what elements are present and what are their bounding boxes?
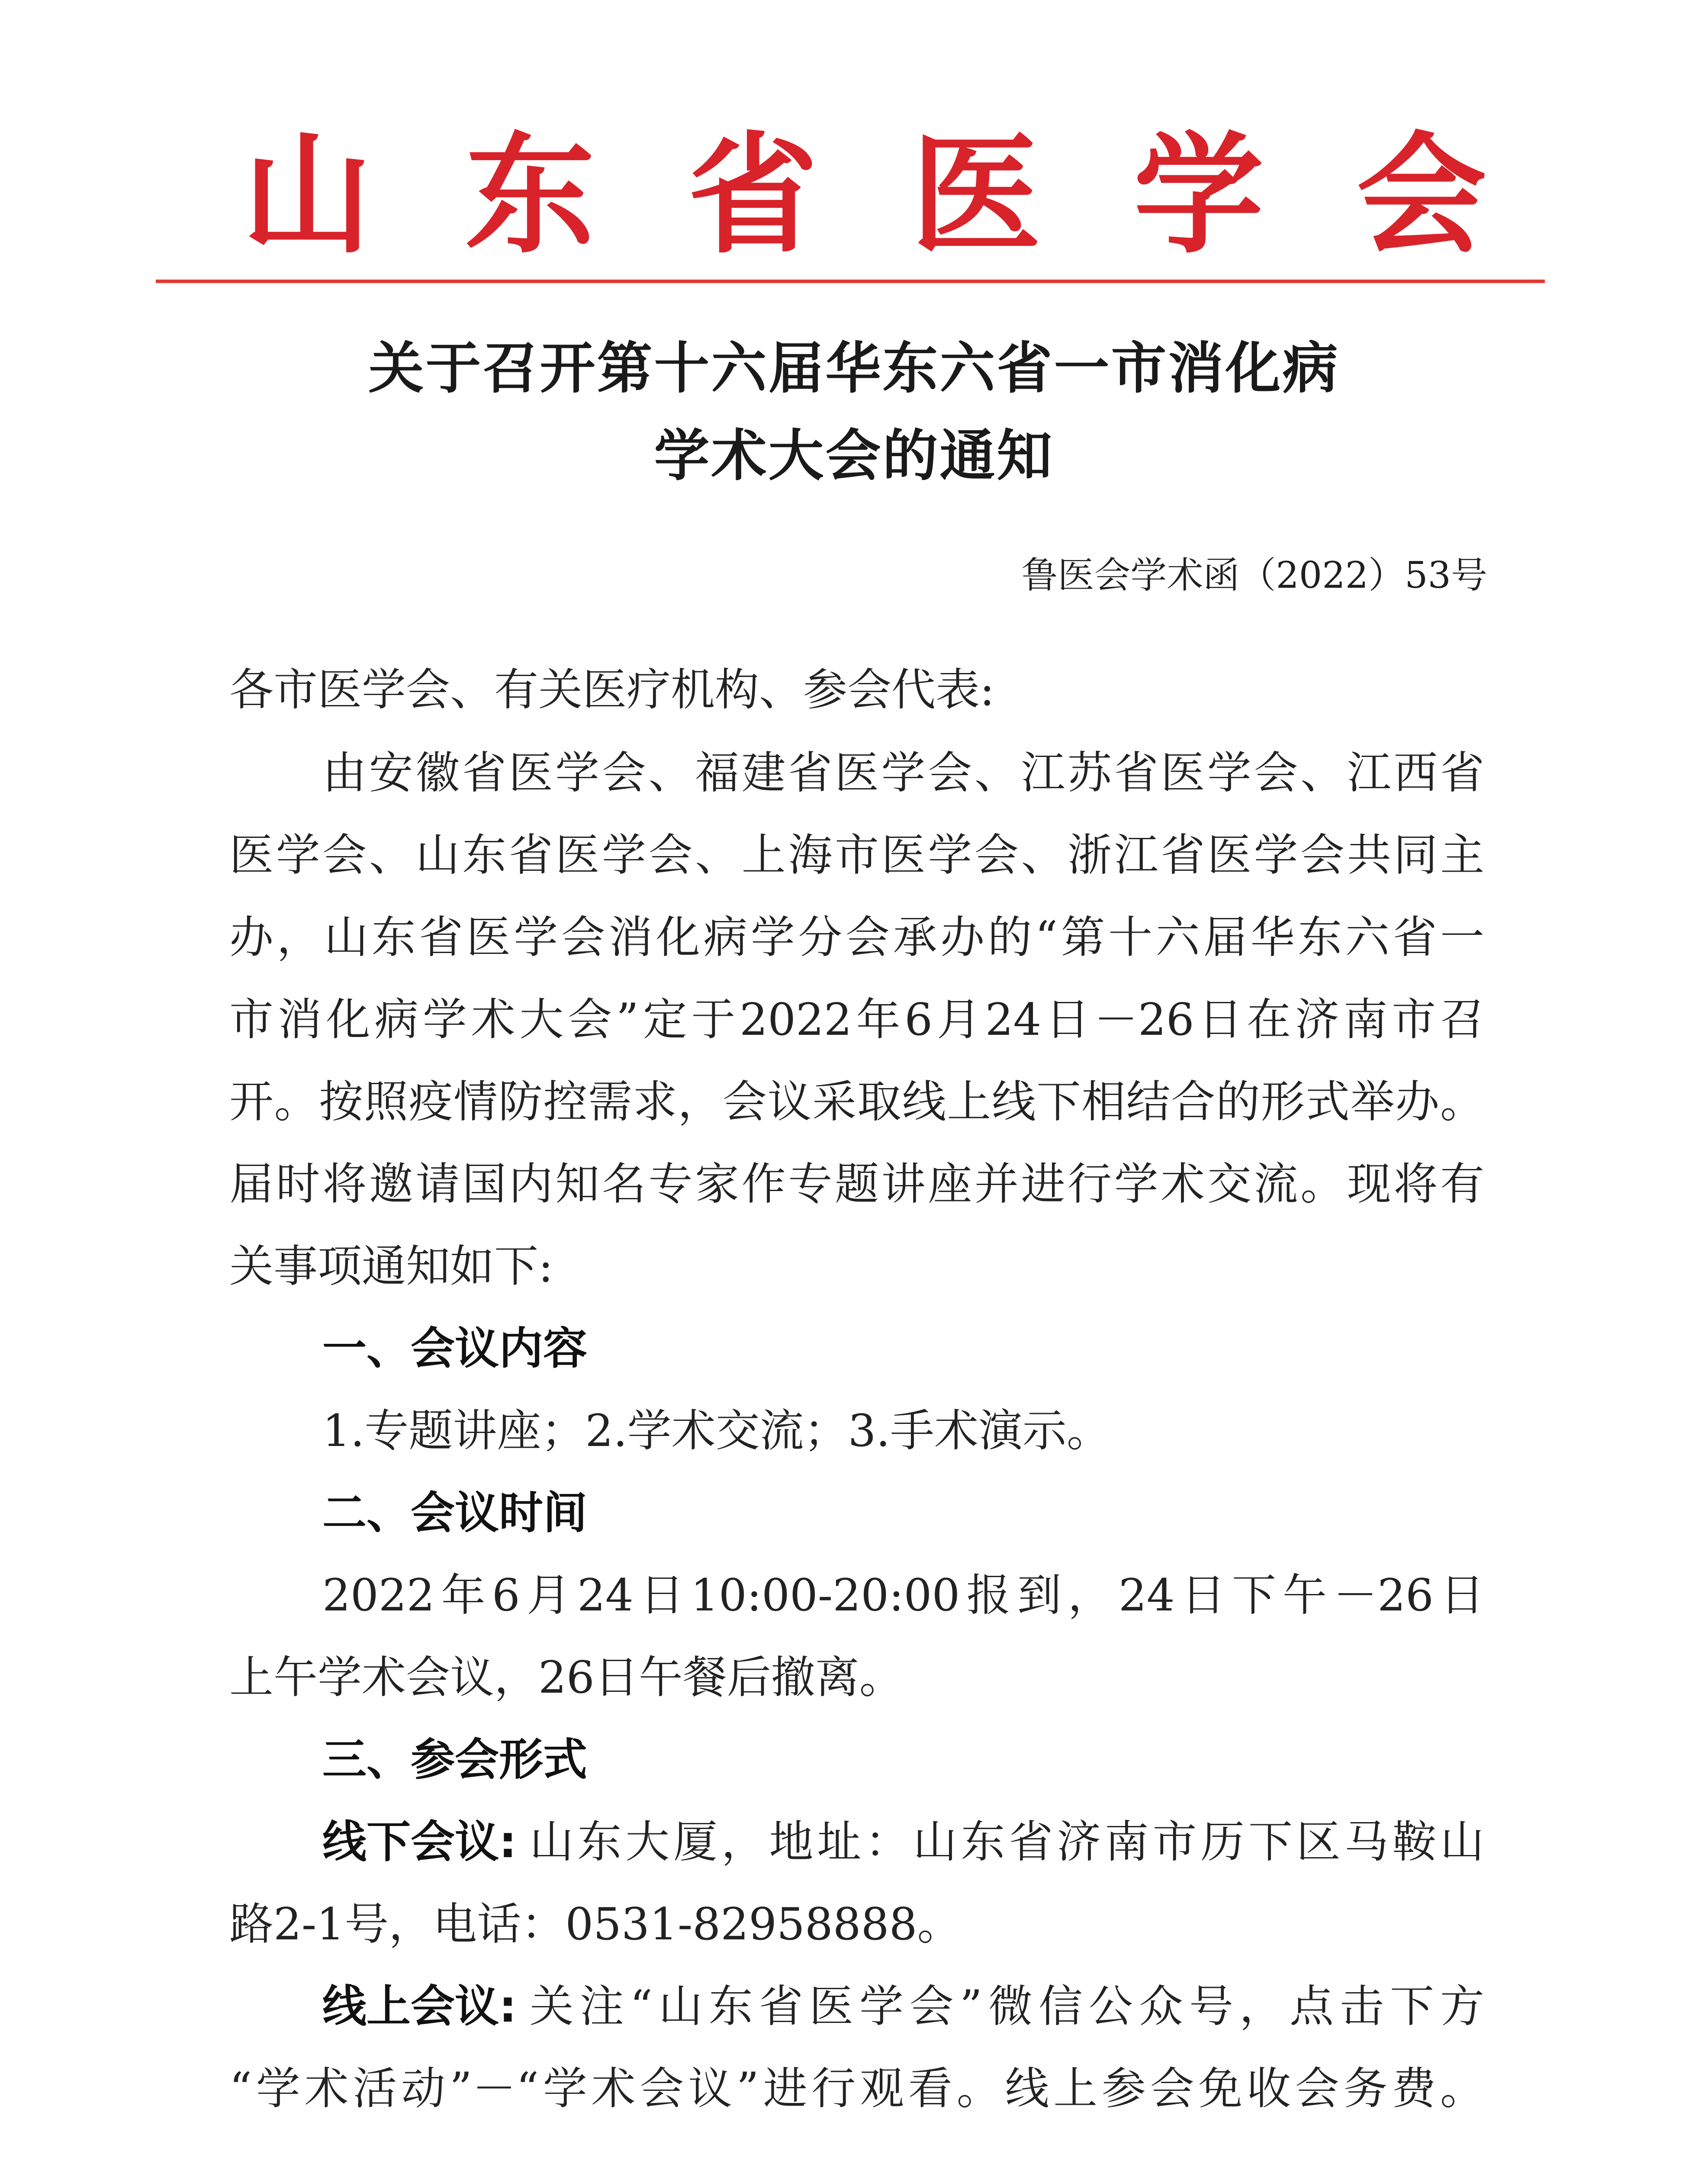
intro-line-7: 关事项通知如下: — [229, 1241, 553, 1292]
salutation: 各市医学会、有关医疗机构、参会代表: — [229, 664, 995, 716]
intro-line-2: 医学会、山东省医学会、上海市医学会、浙江省医学会共同主 — [229, 830, 1484, 881]
document-number: 鲁医会学术函（2022）53号 — [1021, 554, 1487, 596]
intro-line-1: 由安徽省医学会、福建省医学会、江苏省医学会、江西省 — [322, 747, 1484, 799]
online-meeting-line-2: “学术活动”－“学术会议”进行观看。线上参会免收会务费。 — [229, 2063, 1484, 2115]
document-title-line-1: 关于召开第十六届华东六省一市消化病 — [368, 336, 1340, 401]
intro-line-3: 办，山东省医学会消化病学分会承办的“第十六届华东六省一 — [229, 912, 1484, 963]
intro-line-6: 届时将邀请国内知名专家作专题讲座并进行学术交流。现将有 — [229, 1159, 1484, 1210]
online-meeting-line-1 — [322, 1979, 1484, 2035]
offline-meeting-address: 山东大厦，地址：山东省济南市历下区马鞍山 — [529, 1816, 1484, 1868]
online-meeting-label: 线上会议: — [322, 1981, 517, 2032]
letterhead-org-name: 山东省医学会 — [242, 118, 1579, 271]
section-heading-time: 二、会议时间 — [322, 1488, 587, 1539]
header-divider — [156, 280, 1545, 283]
section-heading-content: 一、会议内容 — [322, 1323, 587, 1375]
offline-meeting-label: 线下会议: — [322, 1816, 517, 1868]
intro-line-5: 开。按照疫情防控需求，会议采取线上线下相结合的形式举办。 — [229, 1076, 1484, 1128]
document-title-line-2: 学术大会的通知 — [654, 424, 1054, 488]
section-content-text: 1.专题讲座；2.学术交流；3.手术演示。 — [322, 1405, 1111, 1457]
offline-meeting-line-1 — [322, 1814, 1484, 1871]
online-meeting-instructions: 关注“山东省医学会”微信公众号，点击下方 — [529, 1981, 1484, 2032]
meeting-time-line-1: 2022年6月24日10:00-20:00报到，24日下午－26日 — [322, 1570, 1484, 1621]
offline-meeting-line-2: 路2-1号，电话：0531-82958888。 — [229, 1899, 962, 1950]
intro-line-4: 市消化病学术大会”定于2022年6月24日－26日在济南市召 — [229, 994, 1484, 1046]
section-heading-format: 三、参会形式 — [322, 1734, 587, 1786]
meeting-time-line-2: 上午学术会议，26日午餐后撤离。 — [229, 1652, 904, 1704]
